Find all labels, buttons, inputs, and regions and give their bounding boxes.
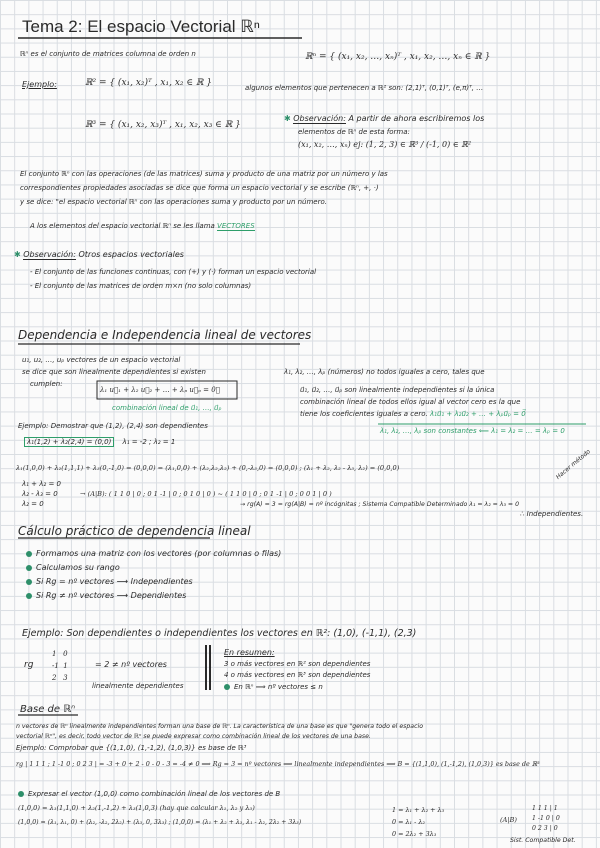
calc-step-1-text: Formamos una matriz con los vectores (por columnas o filas) (36, 549, 282, 558)
bullet-icon (26, 579, 32, 585)
base-express-title-text: Expresar el vector (1,0,0) como combinación lineal de los vectores de B (28, 790, 281, 798)
dep-combination-label: combinación lineal de u⃗₁, …, u⃗ₚ (112, 404, 222, 412)
calc-step-4 (26, 591, 186, 601)
vs-def-line3: y se dice: "el espacio vectorial ℝⁿ con las operaciones suma y producto por un número. (20, 198, 327, 206)
example-2-title: Ejemplo: Son dependientes o independientes los vectores en ℝ²: (1,0), (-1,1), (2,3) (22, 628, 417, 639)
base-express-2: (1,0,0) = (λ₁, λ₁, 0) + (λ₂, -λ₂, 2λ₂) + (λ₃, 0, 3λ₃) ; (1,0,0) = (λ₁ + λ₂ + λ₃, λ₁ - λ₂, 2λ₂ + 3λ₃) (18, 819, 302, 826)
bullet-icon (26, 551, 32, 557)
indep-line3-text: tiene los coeficientes iguales a cero. (300, 410, 428, 418)
r2-elements: algunos elementos que pertenecen a ℝ² son: (2,1)ᵀ, (0,1)ᵀ, (e,π)ᵀ, … (245, 84, 484, 92)
base-express-1: (1,0,0) = λ₁(1,1,0) + λ₂(1,-1,2) + λ₃(1,0,3) (hay que calcular λ₁, λ₂ y λ₃) (18, 804, 255, 812)
dep-line2: se dice que son linealmente dependientes si existen (22, 368, 206, 376)
calc-step-3 (26, 577, 193, 587)
vs-def-line1: El conjunto ℝⁿ con las operaciones (de las matrices) suma y producto de una matriz por un número y las (20, 170, 388, 178)
observation-2 (14, 250, 184, 260)
calc-step-1 (26, 549, 281, 559)
base-express-title (18, 790, 280, 799)
base-paragraph-2: vectorial ℝⁿ", es decir, todo vector de ℝⁿ se puede expresar como combinación lineal de los vectores de una base. (16, 733, 371, 740)
base-augmented-label: (A|B) (500, 816, 517, 824)
dep-main-equation: λ₁(1,0,0) + λ₂(1,1,1) + λ₃(0,-1,0) = (0,0,0) = (λ₁,0,0) + (λ₂,λ₂,λ₂) + (0,-λ₃,0) = (0,0,0) ; (λ₁ + λ₂, λ₂ - λ₃, λ₂) = (0,0,0) (16, 464, 400, 472)
calc-heading: Cálculo práctico de dependencia lineal (18, 524, 251, 538)
summary-title: En resumen: (224, 648, 275, 657)
dep-example-label: Ejemplo: Demostrar que (1,2), (2,4) son dependientes (18, 422, 208, 430)
matrix-cell: 1 (63, 662, 68, 670)
margin-note: Hacer método (554, 448, 592, 481)
asterisk-icon: ✱ (14, 250, 21, 259)
vectores-word: VECTORES (217, 222, 255, 230)
observation-2-label: Observación: (23, 250, 76, 259)
observation-1-label: Observación: (293, 114, 346, 123)
calc-step-3-text: Si Rg = nº vectores ⟶ Independientes (36, 577, 193, 586)
vs-def-line4 (30, 222, 255, 231)
dep-example-box (24, 438, 175, 447)
asterisk-icon: ✱ (284, 114, 291, 123)
base-determinant: rg | 1 1 1 ; 1 -1 0 ; 0 2 3 | = -3 + 0 + 2 - 0 - 0 - 3 = -4 ≠ 0 ⟹ Rg = 3 = nº vectores ⟹ linealmente independientes ⟹ B = {(1,1,0), (1,-1,2), (1,0,3)} es base de ℝ³ (16, 760, 540, 768)
indep-line3 (300, 410, 526, 419)
vs-def-line4-text: A los elementos del espacio vectorial ℝⁿ se les llama (30, 222, 215, 230)
calc-step-2 (26, 563, 120, 573)
calc-step-4-text: Si Rg ≠ nº vectores ⟶ Dependientes (36, 591, 187, 600)
matrix-cell: 0 (63, 650, 68, 658)
base-example-line: Ejemplo: Comprobar que {(1,1,0), (1,-1,2), (1,0,3)} es base de ℝ³ (16, 744, 247, 752)
indep-equation: λ₁u⃗₁ + λ₂u⃗₂ + … + λₚu⃗ₚ = 0⃗ (430, 410, 526, 418)
base-system-1: 1 = λ₁ + λ₂ + λ₃ (392, 806, 445, 814)
observation-1-line1: A partir de ahora escribiremos los (348, 114, 485, 123)
example-2-conclusion: linealmente dependientes (92, 682, 184, 690)
bullet-icon (26, 565, 32, 571)
observation-2-item2: - El conjunto de las matrices de orden m×n (no solo columnas) (30, 282, 252, 290)
base-augmented-row-3: 0 2 3 | 0 (532, 825, 558, 832)
summary-line-3 (224, 683, 323, 692)
rn-definition: ℝⁿ es el conjunto de matrices columna de orden n (20, 50, 196, 58)
dep-rank-conclusion: ∴ Independientes. (520, 510, 584, 518)
base-system-type: Sist. Compatible Det. (510, 837, 576, 844)
summary-line-1: 3 o más vectores en ℝ² son dependientes (224, 660, 371, 668)
base-paragraph-1: n vectores de ℝⁿ linealmente independientes forman una base de ℝⁿ. La característica de una base es que "genera todo el espacio (16, 723, 424, 730)
dep-rank: → rg(A) = 3 = rg(A|B) = nº incógnitas ; Sistema Compatible Determinado λ₁ = λ₂ = λ₃ = 0 (240, 501, 520, 508)
example-label: Ejemplo: (22, 80, 57, 89)
r3-set: ℝ³ = { (x₁, x₂, x₃)ᵀ , x₁, x₂, x₃ ∈ ℝ } (85, 120, 241, 130)
dep-system-3: λ₂ = 0 (22, 500, 44, 508)
vs-def-line2: correspondientes propiedades asociadas se dice que forma un espacio vectorial y se escribe (ℝⁿ, +, ·) (20, 184, 379, 192)
dep-line3: cumplen: (30, 380, 63, 388)
observation-2-item1: - El conjunto de las funciones continuas, con (+) y (·) forman un espacio vectorial (30, 268, 317, 276)
example-2-rank: = 2 ≠ nº vectores (95, 660, 167, 669)
example-2-matrix (52, 648, 68, 684)
matrix-cell: -1 (52, 662, 59, 670)
example-2-rg: rg (24, 660, 34, 670)
indep-line2: combinación lineal de todos ellos igual al vector cero es la que (300, 398, 521, 406)
dep-system-1: λ₁ + λ₂ = 0 (22, 480, 61, 488)
r2-set: ℝ² = { (x₁, x₂)ᵀ , x₁, x₂ ∈ ℝ } (85, 78, 212, 88)
bullet-icon (26, 593, 32, 599)
dep-example-equation: λ₁(1,2) + λ₂(2,4) = (0,0) (24, 437, 114, 447)
dep-lambdas: λ₁, λ₂, …, λₚ (números) no todos iguales a cero, tales que (284, 368, 485, 376)
dep-line1: u₁, u₂, …, uₚ vectores de un espacio vectorial (22, 356, 181, 364)
matrix-cell: 3 (63, 674, 68, 682)
summary-line-2: 4 o más vectores en ℝ³ son dependientes (224, 671, 371, 679)
dep-example-solution: λ₁ = -2 ; λ₂ = 1 (122, 438, 176, 446)
matrix-cell: 2 (52, 674, 57, 682)
matrix-cell: 1 (52, 650, 57, 658)
dependence-heading: Dependencia e Independencia lineal de vectores (18, 328, 312, 342)
observation-1-line3: (x₁, x₂, …, xₙ) ej: (1, 2, 3) ∈ ℝ³ / (-1, 0) ∈ ℝ² (298, 140, 472, 149)
base-system-3: 0 = 2λ₂ + 3λ₃ (392, 830, 437, 838)
observation-1-line2: elementos de ℝⁿ de esta forma: (298, 128, 410, 136)
dep-matrix: → (A|B): ( 1 1 0 | 0 ; 0 1 -1 | 0 ; 0 1 0 | 0 ) ~ ( 1 1 0 | 0 ; 0 1 -1 | 0 ; 0 0 1 | 0 ) (80, 490, 332, 498)
bullet-icon (18, 791, 24, 797)
rn-set-definition: ℝⁿ = { (x₁, x₂, …, xₙ)ᵀ , x₁, x₂, …, xₙ ∈ ℝ } (305, 52, 491, 62)
base-heading: Base de ℝⁿ (20, 704, 76, 715)
observation-2-title: Otros espacios vectoriales (78, 250, 184, 259)
indep-conclusion: λ₁, λ₂, …, λₚ son constantes ⟸ λ₁ = λ₂ = … = λₚ = 0 (380, 427, 565, 435)
page-title: Tema 2: El espacio Vectorial ℝⁿ (22, 17, 260, 36)
observation-1 (284, 114, 484, 124)
base-augmented-row-2: 1 -1 0 | 0 (532, 815, 560, 822)
base-augmented-row-1: 1 1 1 | 1 (532, 805, 558, 812)
calc-step-2-text: Calculamos su rango (36, 563, 120, 572)
dep-system-2: λ₂ - λ₃ = 0 (22, 490, 58, 498)
dep-combination: λ₁ u⃗₁ + λ₂ u⃗₂ + … + λₚ u⃗ₚ = 0⃗ (100, 386, 220, 394)
indep-line1: u⃗₁, u⃗₂, …, u⃗ₚ son linealmente independientes si la única (300, 386, 495, 394)
bullet-icon (224, 684, 230, 690)
summary-line-3-text: En ℝⁿ ⟹ nº vectores ≤ n (234, 683, 323, 691)
base-system-2: 0 = λ₁ - λ₂ (392, 818, 425, 826)
